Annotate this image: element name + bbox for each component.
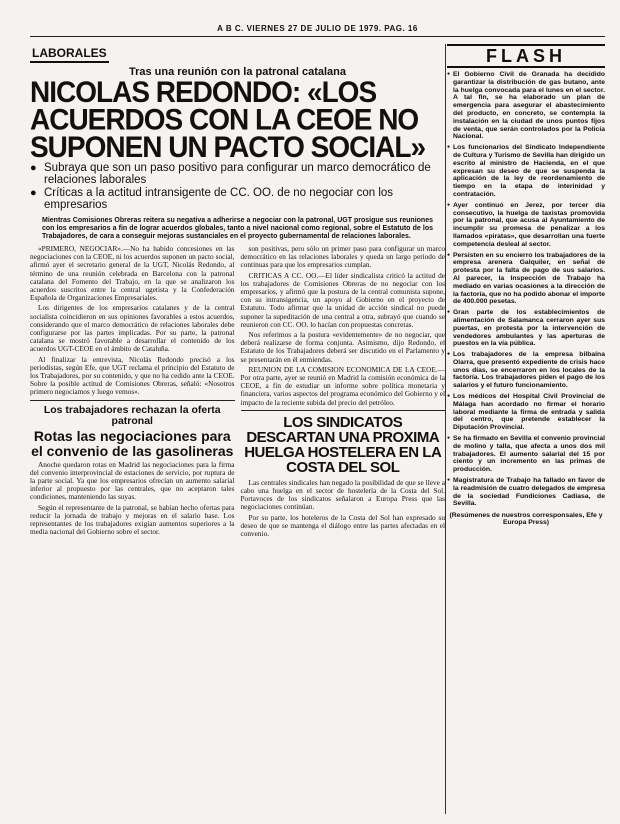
flash-item: ● Persisten en su encierro los trabajadores de la empresa arenera Galquiler, en señal de protesta por la falta de pago de sus salarios. Al parecer, la Inspección de Trabajo ha mediado en varias ocasiones a la dirección de la factoría, que no ha podido abonar el importe de 400.000 pesetas. [447,252,605,307]
kicker: Tras una reunión con la patronal catalana [128,66,346,78]
flash-item: ● Los trabajadores de la empresa bilbaína Olarra, que presentó expediente de crisis hace unos días, se encerraron en los locales de la factoría. Los trabajadores piden el pago de los salarios y el futuro funcionamiento. [447,351,605,390]
column-divider [445,44,446,814]
paragraph: Los dirigentes de los empresarios catalanes y de la central socialista coincidieron en sus opiniones favorables a estos acuerdos, considerando que el marco democrático de relaciones laborales debe configurarse por las partes implicadas. Por su parte, la patronal catalana se mostró favorable a desarrollar el contenido de los acuerdos UGT-CEOE en el ámbito de Cataluña. [30,303,235,354]
subhead: Los trabajadores rechazan la oferta patronal [43,403,221,427]
flash-source: (Resúmenes de nuestros corresponsales, Efe y Europa Press) [449,512,603,527]
paragraph: REUNION DE LA COMISION ECONOMICA DE LA CEOE.—Por otra parte, ayer se reunió en Madrid la comisión económica de la CEOE, a fin de estudiar un informe sobre política monetaria y financiera, varios aspectos del programa económico del Gobierno y el impacto de la reciente subida del precio del petróleo. [240,364,445,407]
subheadline: LOS SINDICATOS DESCARTAN UNA PROXIMA HUELGA HOSTELERA EN LA COSTA DEL SOL [244,413,442,476]
bullet-2: ● Críticas a la actitud intransigente de CC. OO. de no negociar con los empresarios [30,187,445,211]
paragraph: «PRIMERO, NEGOCIAR».—No ha habido concesiones en las negociaciones con la CEOE, ni los acuerdos suponen un pacto social, afirmó ayer el secretario general de la UGT, Nicolás Redondo, al término de una reunión celebrada en Barcelona con la patronal catalana del Fomento del Trabajo, en la que se analizaron los acuerdos suscritos entre la central ugetista y la Confederación Española de Organizaciones Empresariales. [30,244,235,303]
paragraph: CRITICAS A CC. OO.—El líder sindicalista criticó la actitud de los trabajadores de Comisiones Obreras de no negociar con los empresarios, y afirmó que la postura de la central comunista supone, con su intransigencia, un apoyo al Gobierno en el proyecto de Estatuto. Todo afirmar que la unidad de acción sindical no puede suponer la supeditación de una central a otra, subrayó que cuando se reunieron con CC. OO. lo hacían con propuestas concretas. [240,270,445,329]
flash-item: ● Se ha firmado en Sevilla el convenio provincial de molino y talla, que afecta a unos dos mil trabajadores. El aumento salarial del 15 por ciento y un incremento en las primas de producción. [447,435,605,474]
lead-paragraph: Mientras Comisiones Obreras reitera su negativa a adherirse a negociar con la patronal, UGT prosigue sus reuniones con los empresarios a fin de lograr acuerdos globales, tanto a nivel nacional como regional, sobre el Estatuto de los Trabajadores, de cara a conseguir mejoras sustanciales en el proyecto gubernamental de relaciones laborales. [42,217,433,240]
divider [30,400,235,401]
flash-item: ● Los médicos del Hospital Civil Provincial de Málaga han acordado no firmar el horario laboral mediante la firma de entrada y salida del centro, que pretende establecer la Diputación Provincial. [447,393,605,432]
subheadline: Rotas las negociaciones para el convenio de las gasolineras [31,427,234,459]
section-label: LABORALES [30,45,109,63]
paragraph: son positivas, pero sólo un primer paso para configurar un marco democrático en las relaciones laborales y queda un largo periodo de continuas para que los empresarios cumplan. [240,244,445,270]
laborales-section [30,44,445,824]
flash-column [447,44,605,824]
paragraph: Por su parte, los hoteleros de la Costa del Sol han expresado su deseo de que se mantenga el diálogo entre las partes afectadas en el convenio. [240,512,445,539]
divider [241,410,446,411]
flash-item: ● Ayer continuó en Jerez, por tercer día consecutivo, la huelga de taxistas promovida por la patronal, que acusa al Ayuntamiento de incumplir su promesa de penalizar a los llamados «piratas», que desarrollan una fuerte competencia desleal al sector. [447,202,605,249]
paragraph: Las centrales sindicales han negado la posibilidad de que se lleve a cabo una huelga en el sector de hostelería de la Costa del Sol. Portavoces de los sindicatos señalaron a Europa Press que las negociaciones continúan. [240,477,445,512]
flash-item: ● El Gobierno Civil de Granada ha decidido garantizar la distribución de gas butano, ante la huelga convocada para el lunes en el sector. A tal fin, se ha elaborado un plan de emergencia para asegurar el abastecimiento del producto, en concreto, se contempla la instalación en la ciudad de unos puntos fijos de venta, que serán controlados por la Policía Nacional. [447,71,605,141]
paragraph: Al finalizar la entrevista, Nicolás Redondo precisó a los periodistas, según Efe, que UGT reclama el principio del Estatuto de los Trabajadores, por su contenido, y que no ha cedido ante la CEOE. Sobre la posible actitud de Comisiones Obreras, señaló: «Nosotros primero negociamos y luego vemos». [30,354,235,397]
paragraph: Nos referimos a la postura «evidentemente» de no negociar, que deberá realizarse de forma conjunta. Asimismo, dijo Redondo, el Estatuto de los Trabajadores deberá ser discutido en el Parlamento y se presentarán en él enmiendas. [240,330,445,364]
article-columns [30,245,445,540]
flash-title: FLASH [447,44,605,68]
paragraph: Según el representante de la patronal, se habían hecho ofertas para reducir la jornada de trabajo y mejoras en el salario base. Los representantes de los trabajadores exigían aumentos superiores a la media nacional del Gobierno sobre el sector. [30,502,235,537]
masthead-line: A B C. VIERNES 27 DE JULIO DE 1979. PAG. 16 [30,24,605,37]
article-column-2 [241,245,446,540]
flash-item: ● Los funcionarios del Sindicato Independiente de Cultura y Turismo de Sevilla han dirigido un escrito al ministro de Hacienda, en el que expresan su deseo de que se suspenda la aplicación de la ley de reordenamiento de tiempo en la etapa de interinidad y contratación. [447,144,605,199]
flash-item: ● Gran parte de los establecimientos de alimentación de Salamanca cerraron ayer sus puertas, en protesta por la intervención de vendedores ambulantes y las aperturas de puestos en la vía pública. [447,309,605,348]
flash-item: ● Magistratura de Trabajo ha fallado en favor de la readmisión de cuatro delegados de empresa de la sociedad Fundiciones Cadiasa, de Sevilla. [447,477,605,508]
paragraph: Anoche quedaron rotas en Madrid las negociaciones para la firma del convenio interprovincial de estaciones de servicio, por ruptura de la parte social. Ya que los empresarios ofrecían un aumento salarial inferior al propuesto por las centrales, que no aceptaron tales condiciones, manteniendo las suyas. [30,459,235,502]
main-headline: NICOLAS REDONDO: «LOS ACUERDOS CON LA CEOE NO SUPONEN UN PACTO SOCIAL» [30,75,426,164]
bullet-1: ● Subraya que son un paso positivo para configurar un marco democrático de relaciones laborales [30,162,445,186]
article-column-1 [30,245,235,540]
